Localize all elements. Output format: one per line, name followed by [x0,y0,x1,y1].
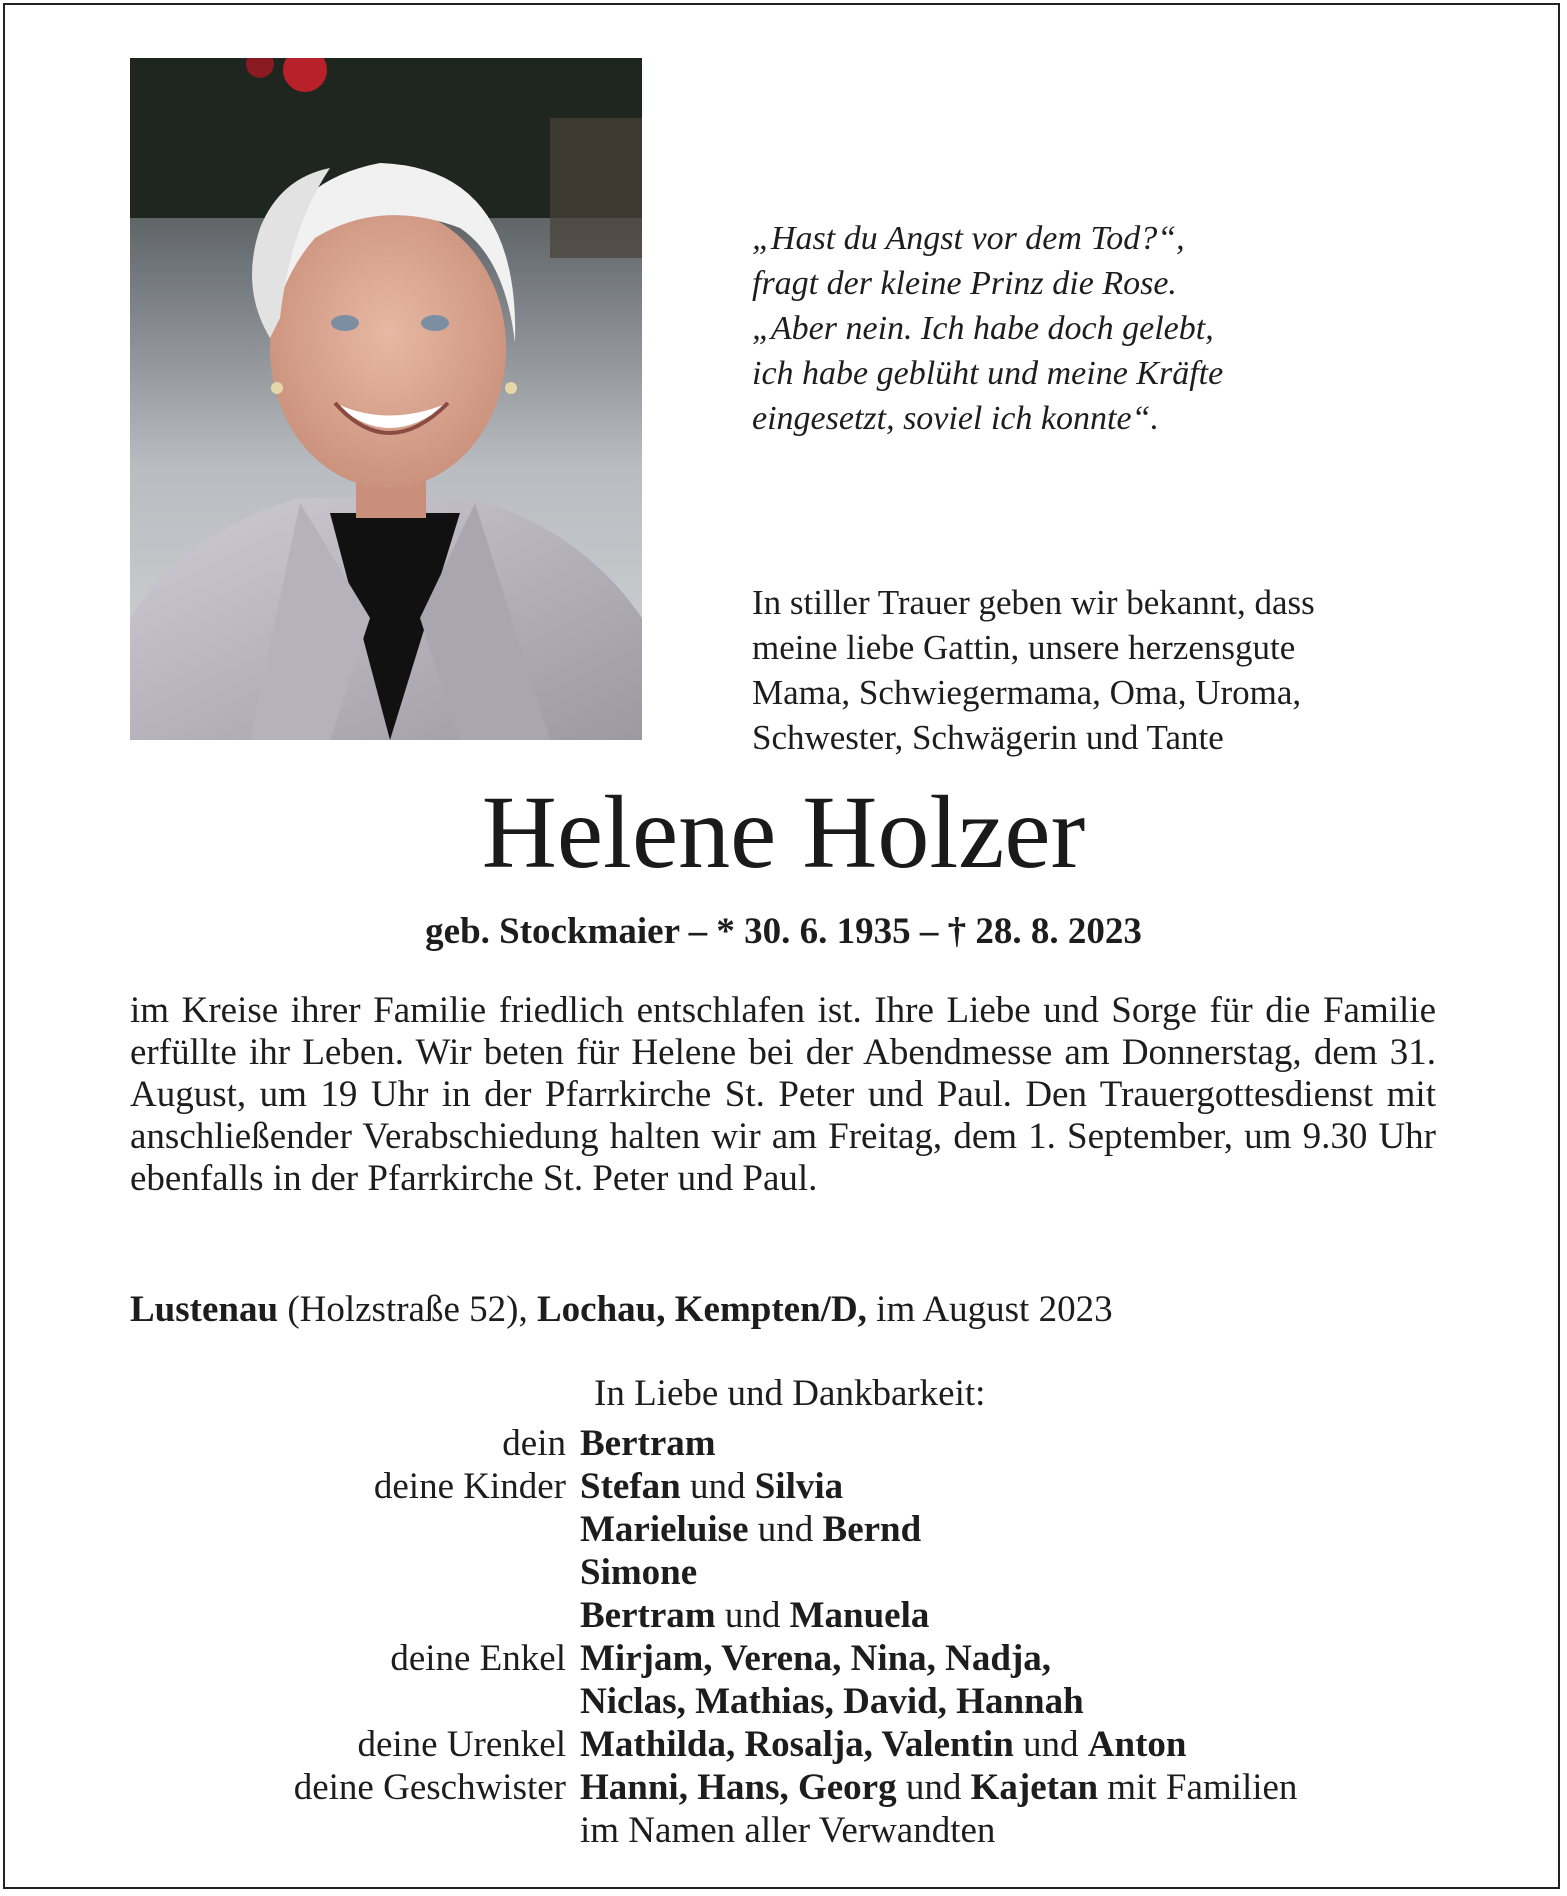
mourner-row [0,1680,1567,1723]
quote-line: „Hast du Angst vor dem Tod?“, [752,220,1185,257]
mourner-name: Bernd [822,1509,922,1550]
mourner-name: Hanni, Hans, Georg [580,1767,897,1808]
mourner-name: Bertram [580,1595,716,1636]
mourner-names [580,1680,1567,1723]
place-address: (Holzstraße 52), [278,1289,537,1330]
mourner-name: Simone [580,1552,698,1593]
quote-line: ich habe geblüht und meine Kräfte [752,355,1224,392]
announcement-line: Schwester, Schwägerin und Tante [752,718,1224,757]
mourner-name: Bertram [580,1423,716,1464]
mourner-row [0,1766,1567,1809]
mourner-connector: im Namen aller Verwandten [580,1810,996,1851]
quote-line: „Aber nein. Ich habe doch gelebt, [752,310,1214,347]
announcement-block [752,580,1452,760]
mourner-names [580,1809,1567,1852]
place-city: Lustenau [130,1289,279,1330]
mourner-names [580,1551,1567,1594]
mourner-relation [0,1594,580,1637]
mourner-row [0,1508,1567,1551]
mourner-connector: und [715,1595,790,1636]
mourner-name: Manuela [789,1595,930,1636]
mourner-names [580,1594,1567,1637]
mourner-relation [0,1680,580,1723]
birth-death-dates: geb. Stockmaier – * 30. 6. 1935 – † 28. 8. 2023 [425,911,1142,952]
mourner-connector: und [1013,1724,1088,1765]
mourner-relation: dein [502,1423,566,1464]
mourner-name: Mirjam, Verena, Nina, Nadja, [580,1638,1052,1679]
mourner-row [0,1809,1567,1852]
mourner-relation [0,1551,580,1594]
mourner-row [0,1465,1567,1508]
body-paragraph: im Kreise ihrer Familie friedlich entschlafen ist. Ihre Liebe und Sorge für die Familie erfüllte ihr Leben. Wir beten für Helene bei der Abendmesse am Donnerstag, dem 31. August, um 19 Uhr in der Pfarrkirche St. Peter und Paul. Den Trauergottesdienst mit anschließender Verabschiedung halten wir am Freitag, dem 1. September, um 9.30 Uhr ebenfalls in der Pfarrkirche St. Peter und Paul. [130,990,1436,1199]
mourner-relation: deine Urenkel [357,1724,566,1765]
mourner-row [0,1551,1567,1594]
mourner-names [580,1465,1567,1508]
deceased-name: Helene Holzer [481,775,1086,890]
mourner-relation [0,1809,580,1852]
mourner-connector: und [680,1466,755,1507]
mourner-connector: mit Familien [1098,1767,1298,1808]
quote-line: fragt der kleine Prinz die Rose. [752,265,1177,302]
mourner-relation: deine Kinder [373,1466,566,1507]
mourner-name: Stefan [580,1466,681,1507]
mourner-names [580,1723,1567,1766]
mourner-row [0,1637,1567,1680]
mourner-name: Marieluise [580,1509,749,1550]
signoff: In Liebe und Dankbarkeit: [594,1373,986,1414]
mourner-relation: deine Geschwister [293,1767,566,1808]
mourner-name: Mathilda, Rosalja, Valentin [580,1724,1014,1765]
mourner-name: Niclas, Mathias, David, Hannah [580,1681,1084,1722]
place-date: im August 2023 [866,1289,1113,1330]
portrait-photo [130,58,642,740]
place-line [130,1286,1430,1334]
mourner-names [580,1422,1567,1465]
place-other: Lochau, Kempten/D, [536,1289,867,1330]
announcement-line: In stiller Trauer geben wir bekannt, dass [752,583,1315,622]
mourner-name: Kajetan [970,1767,1099,1808]
mourner-names [580,1766,1567,1809]
quote-line: eingesetzt, soviel ich konnte“. [752,400,1159,437]
mourners-list [0,1422,1567,1852]
quote-block [752,216,1472,441]
mourner-relation: deine Enkel [390,1638,566,1679]
mourner-name: Silvia [754,1466,844,1507]
announcement-line: meine liebe Gattin, unsere herzensgute [752,628,1296,667]
mourner-row [0,1723,1567,1766]
mourner-relation [0,1508,580,1551]
announcement-line: Mama, Schwiegermama, Oma, Uroma, [752,673,1302,712]
mourner-connector: und [748,1509,823,1550]
mourner-names [580,1508,1567,1551]
mourner-names [580,1637,1567,1680]
mourner-row [0,1422,1567,1465]
mourner-row [0,1594,1567,1637]
mourner-connector: und [896,1767,971,1808]
mourner-name: Anton [1087,1724,1187,1765]
